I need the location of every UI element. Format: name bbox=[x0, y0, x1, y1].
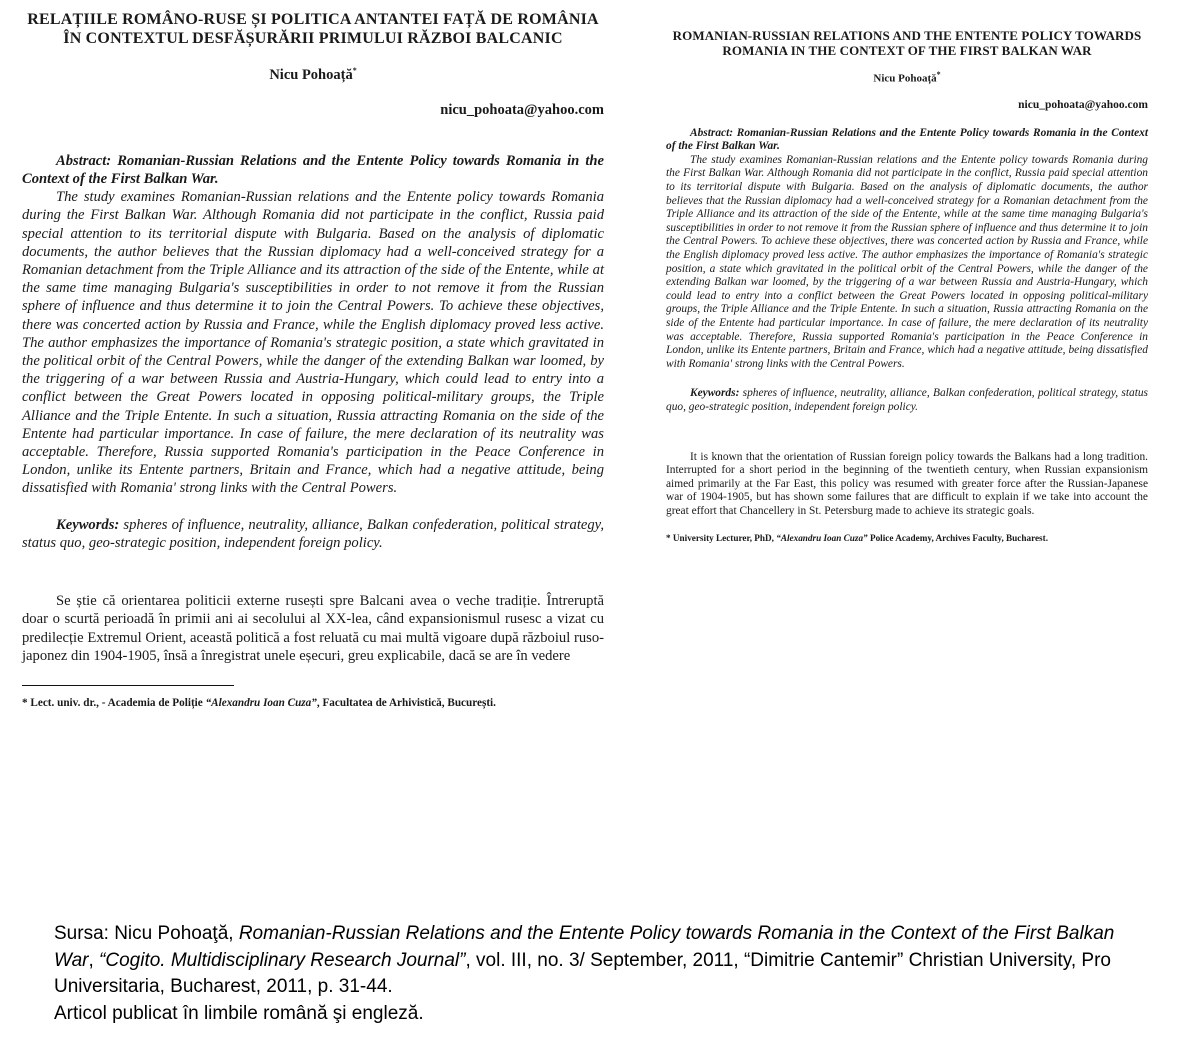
en-footnote-post: Police Academy, Archives Faculty, Bucharest. bbox=[867, 532, 1048, 543]
ro-footnote-post: , Facultatea de Arhivistică, București. bbox=[316, 696, 496, 709]
ro-keywords bbox=[22, 516, 604, 552]
english-article-page bbox=[666, 28, 1148, 545]
ro-author-text: Nicu Pohoață bbox=[269, 66, 353, 83]
ro-keywords-text: spheres of influence, neutrality, alliance, Balkan confederation, political strategy, status quo, geo-strategic position, independent foreign policy. bbox=[22, 516, 604, 551]
ro-keywords-label: Keywords: bbox=[56, 516, 120, 533]
en-author-text: Nicu Pohoață bbox=[873, 72, 937, 85]
en-body-text: It is known that the orientation of Russian foreign policy towards the Balkans had a long tradition. Interrupted for a short period in the beginning of the twentieth century, when Russian expansionism aimed primarily at the Far East, this policy was resumed with greater force after the Russian-Japanese war of 1904-1905, but has shown some failures that are difficult to explain if we take into account the great effort that Chancellery in St. Petersburg made to achieve its strategic goals. bbox=[666, 450, 1148, 517]
en-keywords-text: spheres of influence, neutrality, alliance, Balkan confederation, political strategy, status quo, geo-strategic position, independent foreign policy. bbox=[666, 387, 1148, 413]
source-caption bbox=[54, 921, 1154, 1027]
en-body-paragraph bbox=[666, 451, 1148, 519]
source-article-title: Romanian-Russian Relations and the Entente Policy towards Romania in the Context of the First Balkan War bbox=[54, 923, 1115, 971]
ro-footnote-italic: “Alexandru Ioan Cuza” bbox=[205, 696, 317, 709]
en-keywords-label: Keywords: bbox=[690, 387, 740, 400]
ro-footnote-rule bbox=[22, 685, 234, 686]
en-article-title: ROMANIAN-RUSSIAN RELATIONS AND THE ENTENTE POLICY TOWARDS ROMANIA IN THE CONTEXT OF THE FIRST BALKAN WAR bbox=[672, 28, 1142, 58]
en-footnote bbox=[666, 532, 1148, 545]
ro-author-footnote-mark: * bbox=[352, 66, 357, 75]
en-abstract bbox=[666, 127, 1148, 372]
en-author-footnote-mark: * bbox=[936, 70, 941, 79]
romanian-article-page bbox=[22, 10, 604, 711]
ro-footnote-pre: * Lect. univ. dr., - Academia de Poliție bbox=[22, 696, 206, 709]
ro-abstract-body: The study examines Romanian-Russian relations and the Entente policy towards Romania during the First Balkan War. Although Romania did not participate in the conflict, Russia paid special attention to its territorial dispute with Bulgaria. Based on the analysis of diplomatic documents, the author believes that the Russian diplomacy had a well-conceived strategy for a Romanian detachment from the Triple Alliance and its attraction of the side of the Entente, while at the same time managing Bulgaria's susceptibilities in order to not remove it from the Russian sphere of influence and thus determine it to join the Central Powers. To achieve these objectives, there was concerted action by Russia and France, while the English diplomacy proved less active. The author emphasizes the importance of Romania's strategic position, a state which gravitated in the political orbit of the Central Powers, while the danger of the extending Balkan war loomed, by the triggering of a war between Russia and Austria-Hungary, which could lead to entry into a conflict between the Great Powers located in opposing political-military groups, the Triple Alliance and the Triple Entente. In such a situation, Russia attracting Romania on the side of the Entente had particular importance. In case of failure, the mere declaration of its neutrality was acceptable. Therefore, Russia supported Romania's participation in the Peace Conference in London, unlike its Entente partners, Britain and France, which had a negative attitude, being dissatisfied with Romania' strong links with the Central Powers. bbox=[22, 189, 604, 497]
ro-body-paragraph bbox=[22, 592, 604, 665]
source-sep: , bbox=[88, 949, 100, 971]
source-journal: “Cogito. Multidisciplinary Research Journal” bbox=[99, 949, 466, 971]
source-note: Articol publicat în limbile română şi engleză. bbox=[54, 1002, 424, 1024]
en-keywords bbox=[666, 387, 1148, 414]
source-rest: , vol. III, no. 3/ September, 2011, “Dimitrie Cantemir” Christian University, Pro Universitaria, Bucharest, 2011, p. 31-44. bbox=[54, 949, 1111, 997]
ro-article-title: RELAȚIILE ROMÂNO-RUSE ȘI POLITICA ANTANTEI FAȚĂ DE ROMÂNIA ÎN CONTEXTUL DESFĂȘURĂRII PRIMULUI RĂZBOI BALCANIC bbox=[27, 11, 599, 47]
ro-body-text: Se știe că orientarea politicii externe rusești spre Balcani avea o veche tradiție. Întreruptă doar o scurtă perioadă în primii ani ai secolului al XX-lea, când expansionismul rusesc a vizat cu predilecție Extremul Orient, această politică a fost reluată cu mai multă vigoare după războiul ruso-japonez din 1904-1905, însă a înregistrat unele eșecuri, greu explicabile, dacă se are în vedere bbox=[22, 593, 604, 664]
en-footnote-pre: * University Lecturer, PhD, bbox=[666, 532, 777, 543]
en-author-email: nicu_pohoata@yahoo.com bbox=[1018, 98, 1148, 111]
ro-author-email: nicu_pohoata@yahoo.com bbox=[440, 101, 604, 118]
en-abstract-body: The study examines Romanian-Russian relations and the Entente policy towards Romania during the First Balkan War. Although Romania did not participate in the conflict, Russia paid special attention to its territorial dispute with Bulgaria. Based on the analysis of diplomatic documents, the author believes that the Russian diplomacy had a well-conceived strategy for a Romanian detachment from the Triple Alliance and its attraction of the side of the Entente, while at the same time managing Bulgaria's susceptibilities in order to not remove it from the Russian sphere of influence and thus determine it to join the Central Powers. To achieve these objectives, there was concerted action by Russia and France, while the English diplomacy proved less active. The author emphasizes the importance of Romania's strategic position, a state which gravitated in the political orbit of the Central Powers, while the danger of the extending Balkan war loomed, by the triggering of a war between Russia and Austria-Hungary, which could lead to entry into a conflict between the Great Powers located in opposing political-military groups, the Triple Alliance and the Triple Entente. In such a situation, Russia attracting Romania on the side of the Entente had particular importance. In case of failure, the mere declaration of its neutrality was acceptable. Therefore, Russia supported Romania's participation in the Peace Conference in London, unlike its Entente partners, Britain and France, which had a negative attitude, being dissatisfied with Romania' strong links with the Central Powers. bbox=[666, 153, 1148, 370]
ro-abstract bbox=[22, 152, 604, 498]
ro-abstract-lead: Abstract: Romanian-Russian Relations and the Entente Policy towards Romania in the Context of the First Balkan War. bbox=[22, 152, 604, 188]
en-footnote-italic: “Alexandru Ioan Cuza” bbox=[776, 532, 868, 543]
ro-footnote bbox=[22, 696, 604, 711]
en-abstract-lead: Abstract: Romanian-Russian Relations and the Entente Policy towards Romania in the Context of the First Balkan War. bbox=[666, 126, 1148, 153]
ro-author-name bbox=[22, 66, 604, 84]
source-prefix: Sursa: Nicu Pohoaţă, bbox=[54, 923, 239, 944]
en-author-name bbox=[666, 70, 1148, 85]
